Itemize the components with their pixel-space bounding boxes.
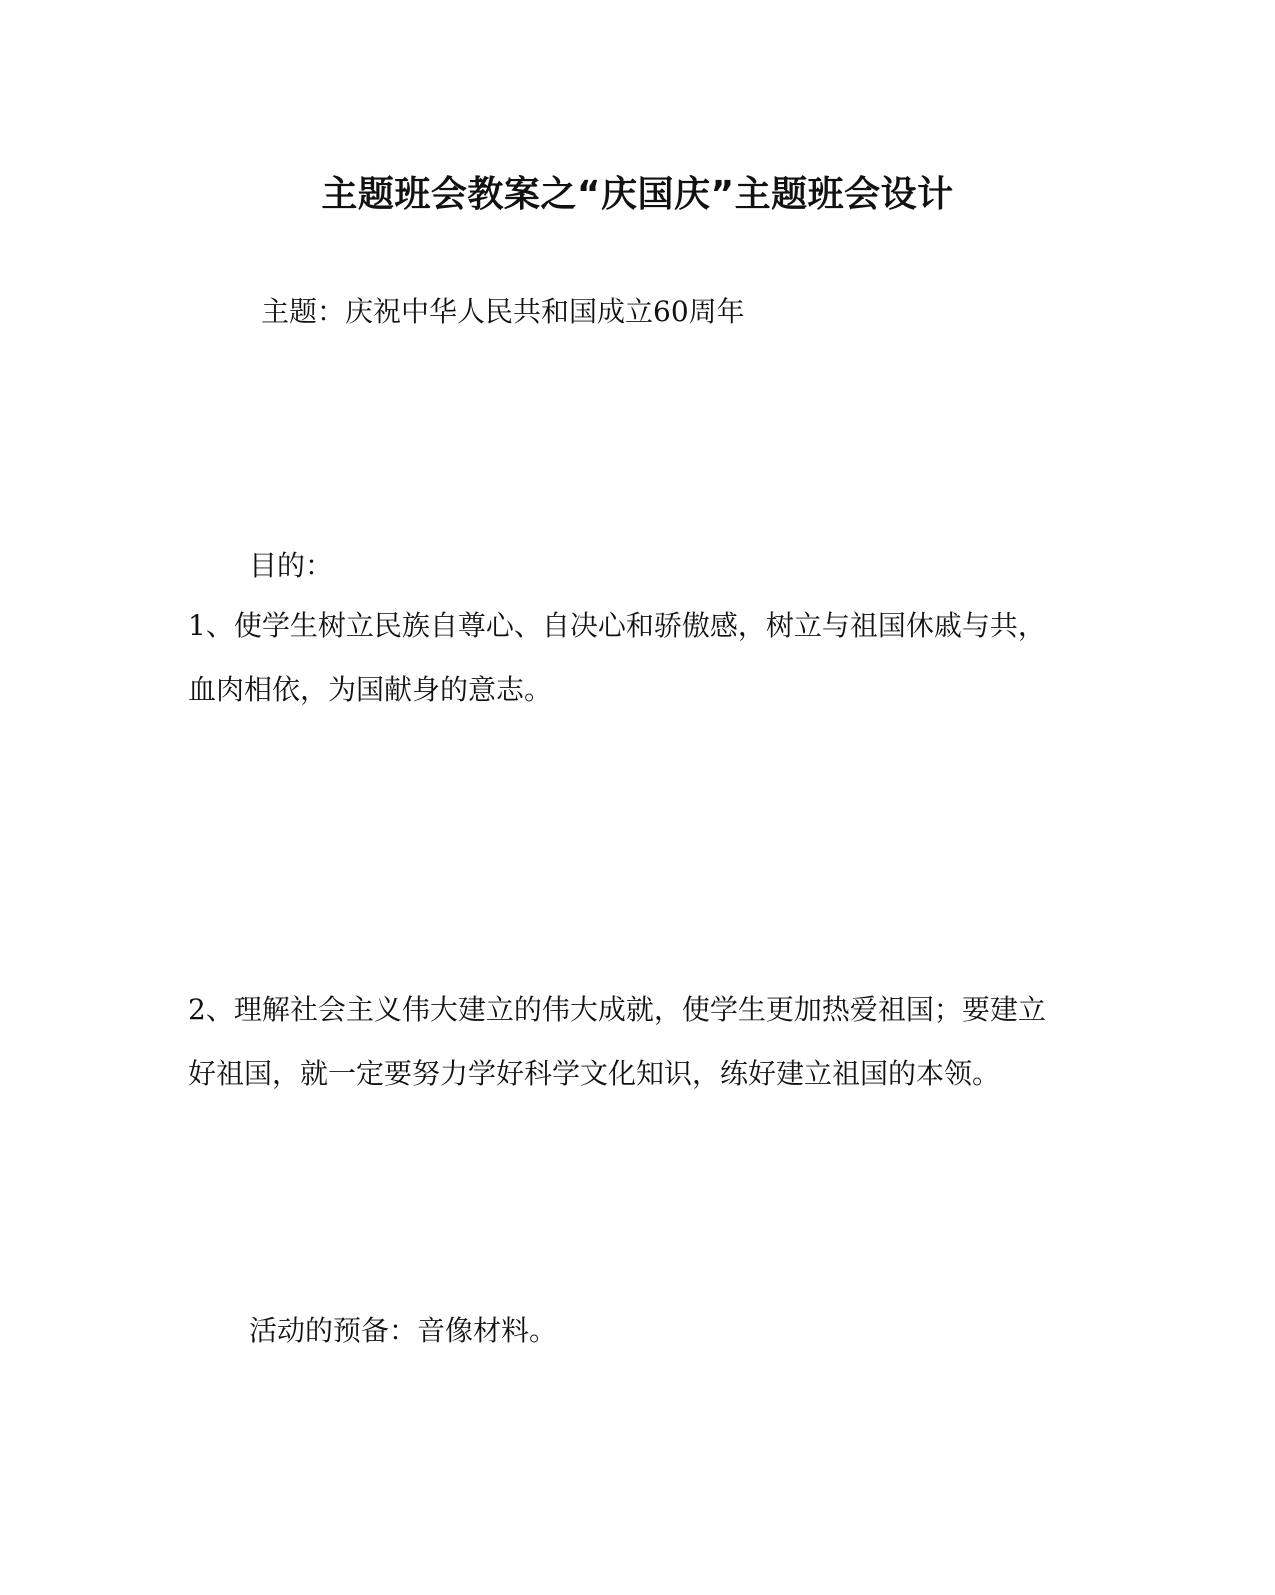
purpose-item-2-line-1: 2、理解社会主义伟大建立的伟大成就，使学生更加热爱祖国；要建立: [188, 993, 1046, 1026]
document-title: 主题班会教案之“庆国庆”主题班会设计: [321, 174, 954, 215]
purpose-heading: 目的：: [249, 549, 334, 582]
purpose-item-1: [188, 594, 1088, 722]
purpose-item-2: [188, 978, 1088, 1106]
purpose-item-1-line-2: 血肉相依，为国献身的意志。: [188, 673, 553, 706]
purpose-item-2-line-2: 好祖国，就一定要努力学好科学文化知识，练好建立祖国的本领。: [188, 1057, 1001, 1090]
preparation-line: 活动的预备：音像材料。: [249, 1314, 558, 1347]
theme-line: 主题：庆祝中华人民共和国成立60周年: [261, 295, 745, 328]
purpose-item-1-line-1: 1、使学生树立民族自尊心、自决心和骄傲感，树立与祖国休戚与共，: [188, 609, 1046, 642]
